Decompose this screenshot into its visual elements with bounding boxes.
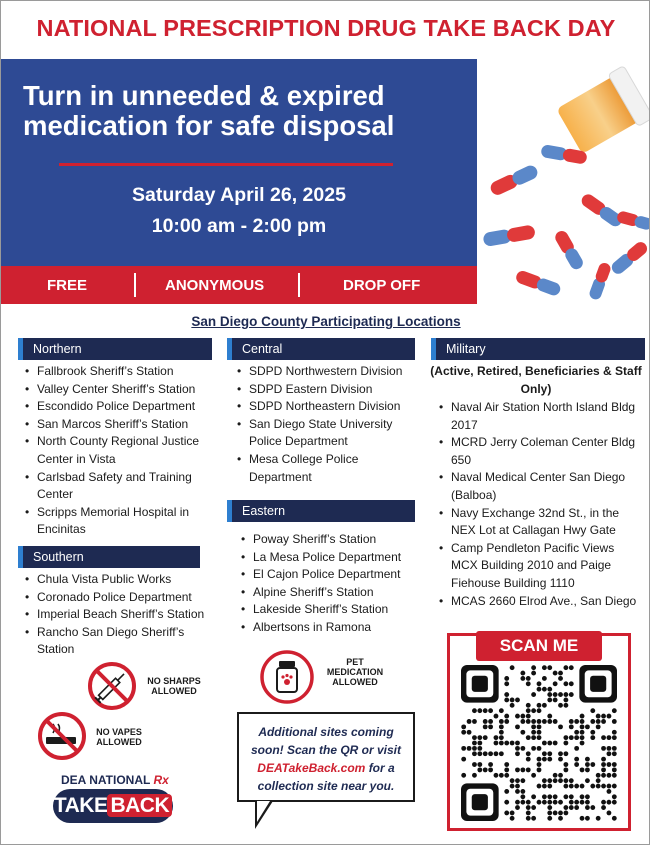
list-item: • Rancho San Diego Sheriff’s Station: [23, 624, 221, 659]
callout-text: for a collection site near you.: [257, 761, 395, 793]
list-item: • Escondido Police Department: [23, 398, 215, 416]
pet-medication-label: PET MEDICATION ALLOWED: [326, 657, 384, 687]
logo-take: TAKE: [53, 794, 108, 817]
hero-banner: [1, 59, 477, 266]
list-item: • Carlsbad Safety and Training Center: [23, 469, 215, 504]
list-item: • SDPD Northeastern Division: [235, 398, 415, 416]
northern-heading: Northern: [18, 338, 212, 360]
southern-list: [23, 571, 221, 659]
list-item: • Scripps Memorial Hospital in Encinitas: [23, 504, 215, 539]
feature-divider: [298, 273, 300, 297]
list-item: • SDPD Northwestern Division: [235, 363, 415, 381]
list-item: • Chula Vista Public Works: [23, 571, 221, 589]
military-heading: Military: [431, 338, 645, 360]
no-sharps-label: NO SHARPS ALLOWED: [147, 676, 201, 696]
pet-medication-icon: [259, 649, 315, 705]
dea-takeback-link[interactable]: DEATakeBack.com: [257, 761, 366, 775]
list-item: • Lakeside Sheriff’s Station: [239, 601, 421, 619]
list-item: • Valley Center Sheriff’s Station: [23, 381, 215, 399]
list-item: • Naval Medical Center San Diego (Balboa): [437, 469, 641, 504]
list-item: • Alpine Sheriff’s Station: [239, 584, 421, 602]
military-note: (Active, Retired, Beneficiaries & Staff Only): [430, 364, 642, 396]
list-item: • Albertsons in Ramona: [239, 619, 421, 637]
no-vapes-icon: [37, 711, 87, 761]
list-item: • North County Regional Justice Center in Vista: [23, 433, 215, 468]
event-time: 10:00 am - 2:00 pm: [151, 215, 327, 237]
list-item: • Fallbrook Sheriff’s Station: [23, 363, 215, 381]
qr-code[interactable]: [461, 665, 617, 821]
feature-free: FREE: [47, 277, 88, 294]
list-item: • Imperial Beach Sheriff’s Station: [23, 606, 221, 624]
eastern-heading: Eastern: [227, 500, 415, 522]
central-list: [235, 363, 415, 486]
hero-divider: [59, 163, 393, 166]
dea-takeback-logo: [53, 789, 173, 823]
list-item: • Mesa College Police Department: [235, 451, 415, 486]
hero-headline-line2: medication for safe disposal: [23, 110, 395, 141]
dea-national-label: DEA NATIONAL: [61, 773, 151, 787]
list-item: • MCAS 2660 Elrod Ave., San Diego: [437, 593, 641, 611]
list-item: • San Diego State University Police Department: [235, 416, 415, 451]
feature-drop-off: DROP OFF: [343, 277, 421, 294]
southern-heading: Southern: [18, 546, 200, 568]
no-sharps-icon: [87, 661, 137, 711]
hero-headline: [23, 81, 473, 141]
list-item: • Camp Pendleton Pacific Views MCX Building 2010 and Paige Fiehouse Building 1110: [437, 540, 641, 593]
list-item: • Naval Air Station North Island Bldg 2017: [437, 399, 641, 434]
central-heading: Central: [227, 338, 415, 360]
callout-tail-inner: [257, 801, 270, 822]
northern-list: [23, 363, 215, 539]
dea-national-text: [61, 773, 169, 787]
list-item: • La Mesa Police Department: [239, 549, 421, 567]
feature-bar: [1, 266, 477, 304]
pills-image: [479, 59, 650, 304]
list-item: • Navy Exchange 32nd St., in the NEX Lot at Callagan Hwy Gate: [437, 505, 641, 540]
no-vapes-label: NO VAPES ALLOWED: [96, 727, 142, 747]
callout-text: Additional sites coming soon! Scan the QR or visit: [250, 725, 402, 757]
list-item: • SDPD Eastern Division: [235, 381, 415, 399]
eastern-list: [239, 531, 421, 637]
list-item: • MCRD Jerry Coleman Center Bldg 650: [437, 434, 641, 469]
rx-symbol: Rx: [153, 773, 169, 787]
logo-back: BACK: [107, 794, 172, 817]
scan-me-label: SCAN ME: [476, 631, 602, 661]
locations-title: San Diego County Participating Locations: [191, 314, 461, 329]
feature-anonymous: ANONYMOUS: [165, 277, 265, 294]
military-list: [437, 399, 641, 610]
additional-sites-callout: [237, 712, 415, 802]
list-item: • Coronado Police Department: [23, 589, 221, 607]
list-item: • Poway Sheriff’s Station: [239, 531, 421, 549]
list-item: • El Cajon Police Department: [239, 566, 421, 584]
feature-divider: [134, 273, 136, 297]
list-item: • San Marcos Sheriff’s Station: [23, 416, 215, 434]
page-title: NATIONAL PRESCRIPTION DRUG TAKE BACK DAY: [36, 15, 616, 41]
hero-headline-line1: Turn in unneeded & expired: [23, 80, 385, 111]
event-date: Saturday April 26, 2025: [132, 184, 346, 206]
